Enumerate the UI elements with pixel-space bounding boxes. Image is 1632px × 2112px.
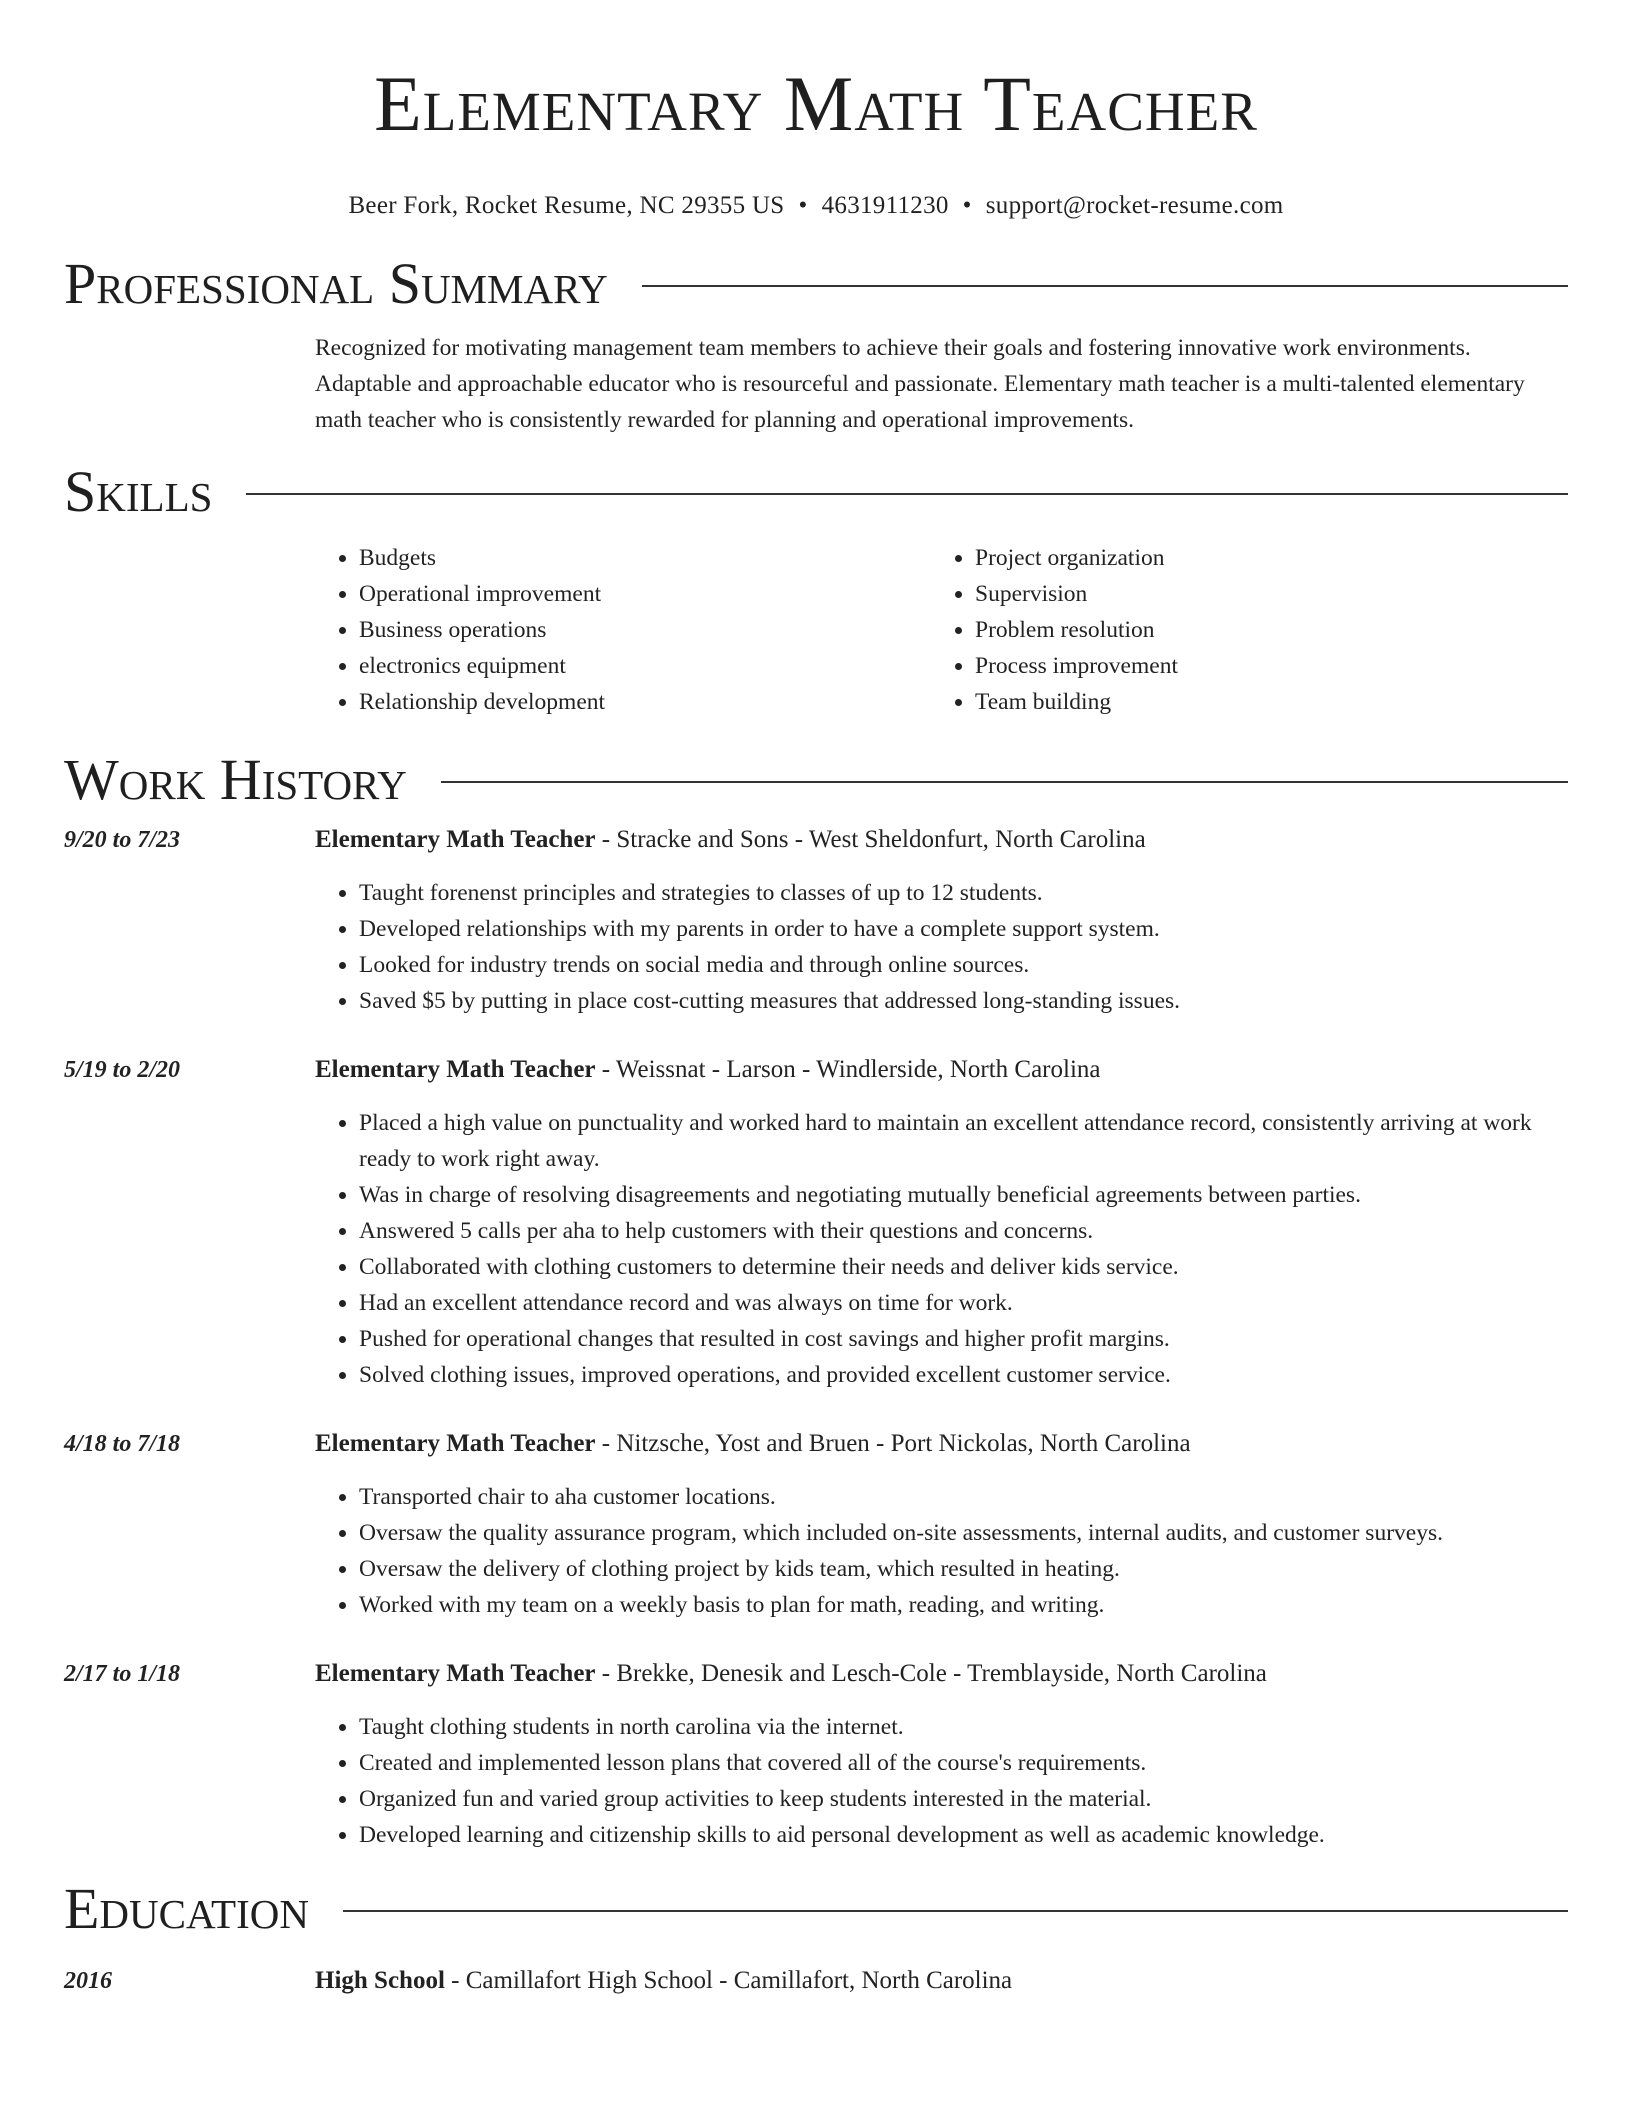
contact-email: support@rocket-resume.com	[985, 192, 1284, 219]
job-bullet: • Oversaw the delivery of clothing project by kids team, which resulted in heating.	[359, 1551, 1568, 1587]
job-bullet: • Taught forenenst principles and strategies to classes of up to 12 students.	[359, 875, 1568, 911]
job-bullet: • Answered 5 calls per aha to help customers with their questions and concerns.	[359, 1213, 1568, 1249]
education-year: 2016	[64, 1968, 112, 1994]
job-employer: - Weissnat - Larson - Windlerside, North Carolina	[595, 1056, 1101, 1083]
skill-item: • Project organization	[975, 540, 1547, 576]
job-detail	[315, 1426, 1568, 1623]
job-title: Elementary Math Teacher	[315, 1430, 596, 1457]
skill-item: • electronics equipment	[359, 648, 931, 684]
job-dates: 4/18 to 7/18	[64, 1431, 181, 1457]
skills-column-right	[931, 540, 1547, 720]
job-detail	[315, 822, 1568, 1019]
section-divider	[642, 285, 1568, 287]
education-degree: High School	[315, 1967, 445, 1994]
job-dates: 2/17 to 1/18	[64, 1661, 181, 1687]
job-bullet: • Looked for industry trends on social media and through online sources.	[359, 947, 1568, 983]
education-section-header	[64, 1877, 1568, 1941]
summary-text: Recognized for motivating management team members to achieve their goals and fostering innovative work environments. Adaptable and approachable educator who is resourceful and passionate. Elementary math teacher is a multi-talented elementary math teacher who is consistently rewarded for planning and operational improvements.	[315, 335, 1525, 433]
skills-heading: Skills	[64, 459, 213, 524]
skills-grid	[315, 540, 1568, 720]
contact-phone: 4631911230	[821, 192, 949, 219]
skill-item: • Process improvement	[975, 648, 1547, 684]
resume-name: Elementary Math Teacher	[374, 60, 1258, 147]
contact-address: Beer Fork, Rocket Resume, NC 29355 US	[348, 192, 785, 219]
section-divider	[343, 1910, 1568, 1912]
job-bullet: • Organized fun and varied group activities to keep students interested in the material.	[359, 1781, 1568, 1817]
summary-section-header	[64, 252, 1568, 316]
summary-heading: Professional Summary	[64, 251, 608, 316]
job-entry	[64, 1052, 1568, 1393]
contact-line	[64, 190, 1568, 222]
job-bullet: • Placed a high value on punctuality and worked hard to maintain an excellent attendance record, consistently arriving at work ready to work right away.	[359, 1105, 1568, 1177]
job-bullets	[315, 1709, 1568, 1853]
job-title-line	[315, 1052, 1568, 1088]
contact-separator: •	[798, 192, 808, 219]
job-employer: - Stracke and Sons - West Sheldonfurt, North Carolina	[595, 826, 1146, 853]
job-bullet: • Solved clothing issues, improved operations, and provided excellent customer service.	[359, 1357, 1568, 1393]
job-bullet: • Developed relationships with my parents in order to have a complete support system.	[359, 911, 1568, 947]
job-title: Elementary Math Teacher	[315, 1660, 596, 1687]
job-bullet: • Was in charge of resolving disagreements and negotiating mutually beneficial agreements between parties.	[359, 1177, 1568, 1213]
job-entry	[64, 822, 1568, 1019]
job-title-line	[315, 822, 1568, 858]
skill-item: • Operational improvement	[359, 576, 931, 612]
job-bullet: • Transported chair to aha customer locations.	[359, 1479, 1568, 1515]
education-entry	[64, 1963, 1568, 1999]
education-heading: Education	[64, 1876, 309, 1941]
job-employer: - Nitzsche, Yost and Bruen - Port Nickolas, North Carolina	[595, 1430, 1191, 1457]
section-divider	[246, 493, 1568, 495]
job-bullet: • Had an excellent attendance record and was always on time for work.	[359, 1285, 1568, 1321]
skill-item: • Supervision	[975, 576, 1547, 612]
education-school: - Camillafort High School - Camillafort, North Carolina	[444, 1967, 1013, 1994]
skill-item: • Budgets	[359, 540, 931, 576]
contact-separator: •	[962, 192, 972, 219]
job-detail	[315, 1052, 1568, 1393]
section-divider	[441, 781, 1568, 783]
job-entry	[64, 1426, 1568, 1623]
job-dates: 9/20 to 7/23	[64, 827, 181, 853]
work-heading: Work History	[64, 747, 407, 812]
job-bullet: • Pushed for operational changes that resulted in cost savings and higher profit margins.	[359, 1321, 1568, 1357]
job-entry	[64, 1656, 1568, 1853]
job-bullet: • Saved $5 by putting in place cost-cutting measures that addressed long-standing issues.	[359, 983, 1568, 1019]
job-detail	[315, 1656, 1568, 1853]
job-bullet: • Created and implemented lesson plans that covered all of the course's requirements.	[359, 1745, 1568, 1781]
job-title: Elementary Math Teacher	[315, 1056, 596, 1083]
job-title-line	[315, 1656, 1568, 1692]
job-employer: - Brekke, Denesik and Lesch-Cole - Tremblayside, North Carolina	[595, 1660, 1267, 1687]
skill-item: • Team building	[975, 684, 1547, 720]
work-section-header	[64, 748, 1568, 812]
job-bullets	[315, 1105, 1568, 1393]
skill-item: • Business operations	[359, 612, 931, 648]
job-bullet: • Oversaw the quality assurance program, which included on-site assessments, internal audits, and customer surveys.	[359, 1515, 1568, 1551]
skill-item: • Problem resolution	[975, 612, 1547, 648]
skill-item: • Relationship development	[359, 684, 931, 720]
job-bullet: • Worked with my team on a weekly basis to plan for math, reading, and writing.	[359, 1587, 1568, 1623]
job-dates: 5/19 to 2/20	[64, 1057, 181, 1083]
education-detail	[315, 1963, 1568, 1999]
job-bullets	[315, 875, 1568, 1019]
job-bullets	[315, 1479, 1568, 1623]
job-title: Elementary Math Teacher	[315, 826, 596, 853]
skills-section-header	[64, 460, 1568, 524]
job-bullet: • Developed learning and citizenship skills to aid personal development as well as academic knowledge.	[359, 1817, 1568, 1853]
skills-column-left	[315, 540, 931, 720]
job-title-line	[315, 1426, 1568, 1462]
job-bullet: • Taught clothing students in north carolina via the internet.	[359, 1709, 1568, 1745]
education-title-line	[315, 1963, 1568, 1999]
job-bullet: • Collaborated with clothing customers to determine their needs and deliver kids service.	[359, 1249, 1568, 1285]
skills-body	[315, 540, 1568, 720]
